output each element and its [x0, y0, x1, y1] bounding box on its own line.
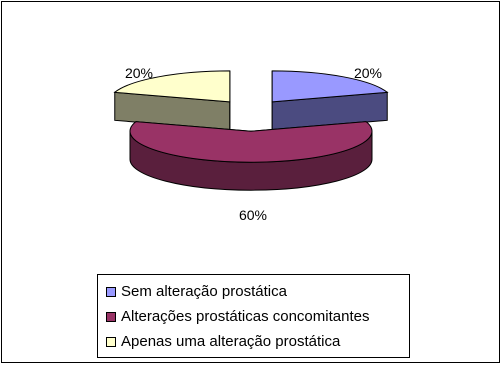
legend-swatch [106, 312, 116, 322]
legend-item [106, 329, 409, 354]
data-label: 60% [238, 207, 268, 223]
legend-item [106, 304, 409, 329]
legend-label: Apenas uma alteração prostática [121, 333, 341, 350]
legend-label: Alterações prostáticas concomitantes [121, 308, 370, 325]
legend-label: Sem alteração prostática [121, 283, 287, 300]
chart-frame [1, 1, 500, 363]
legend [97, 274, 410, 358]
legend-swatch [106, 287, 116, 297]
legend-item [106, 279, 409, 304]
data-label: 20% [353, 65, 383, 81]
legend-swatch [106, 337, 116, 347]
pie-chart [2, 2, 501, 272]
data-label: 20% [124, 65, 154, 81]
